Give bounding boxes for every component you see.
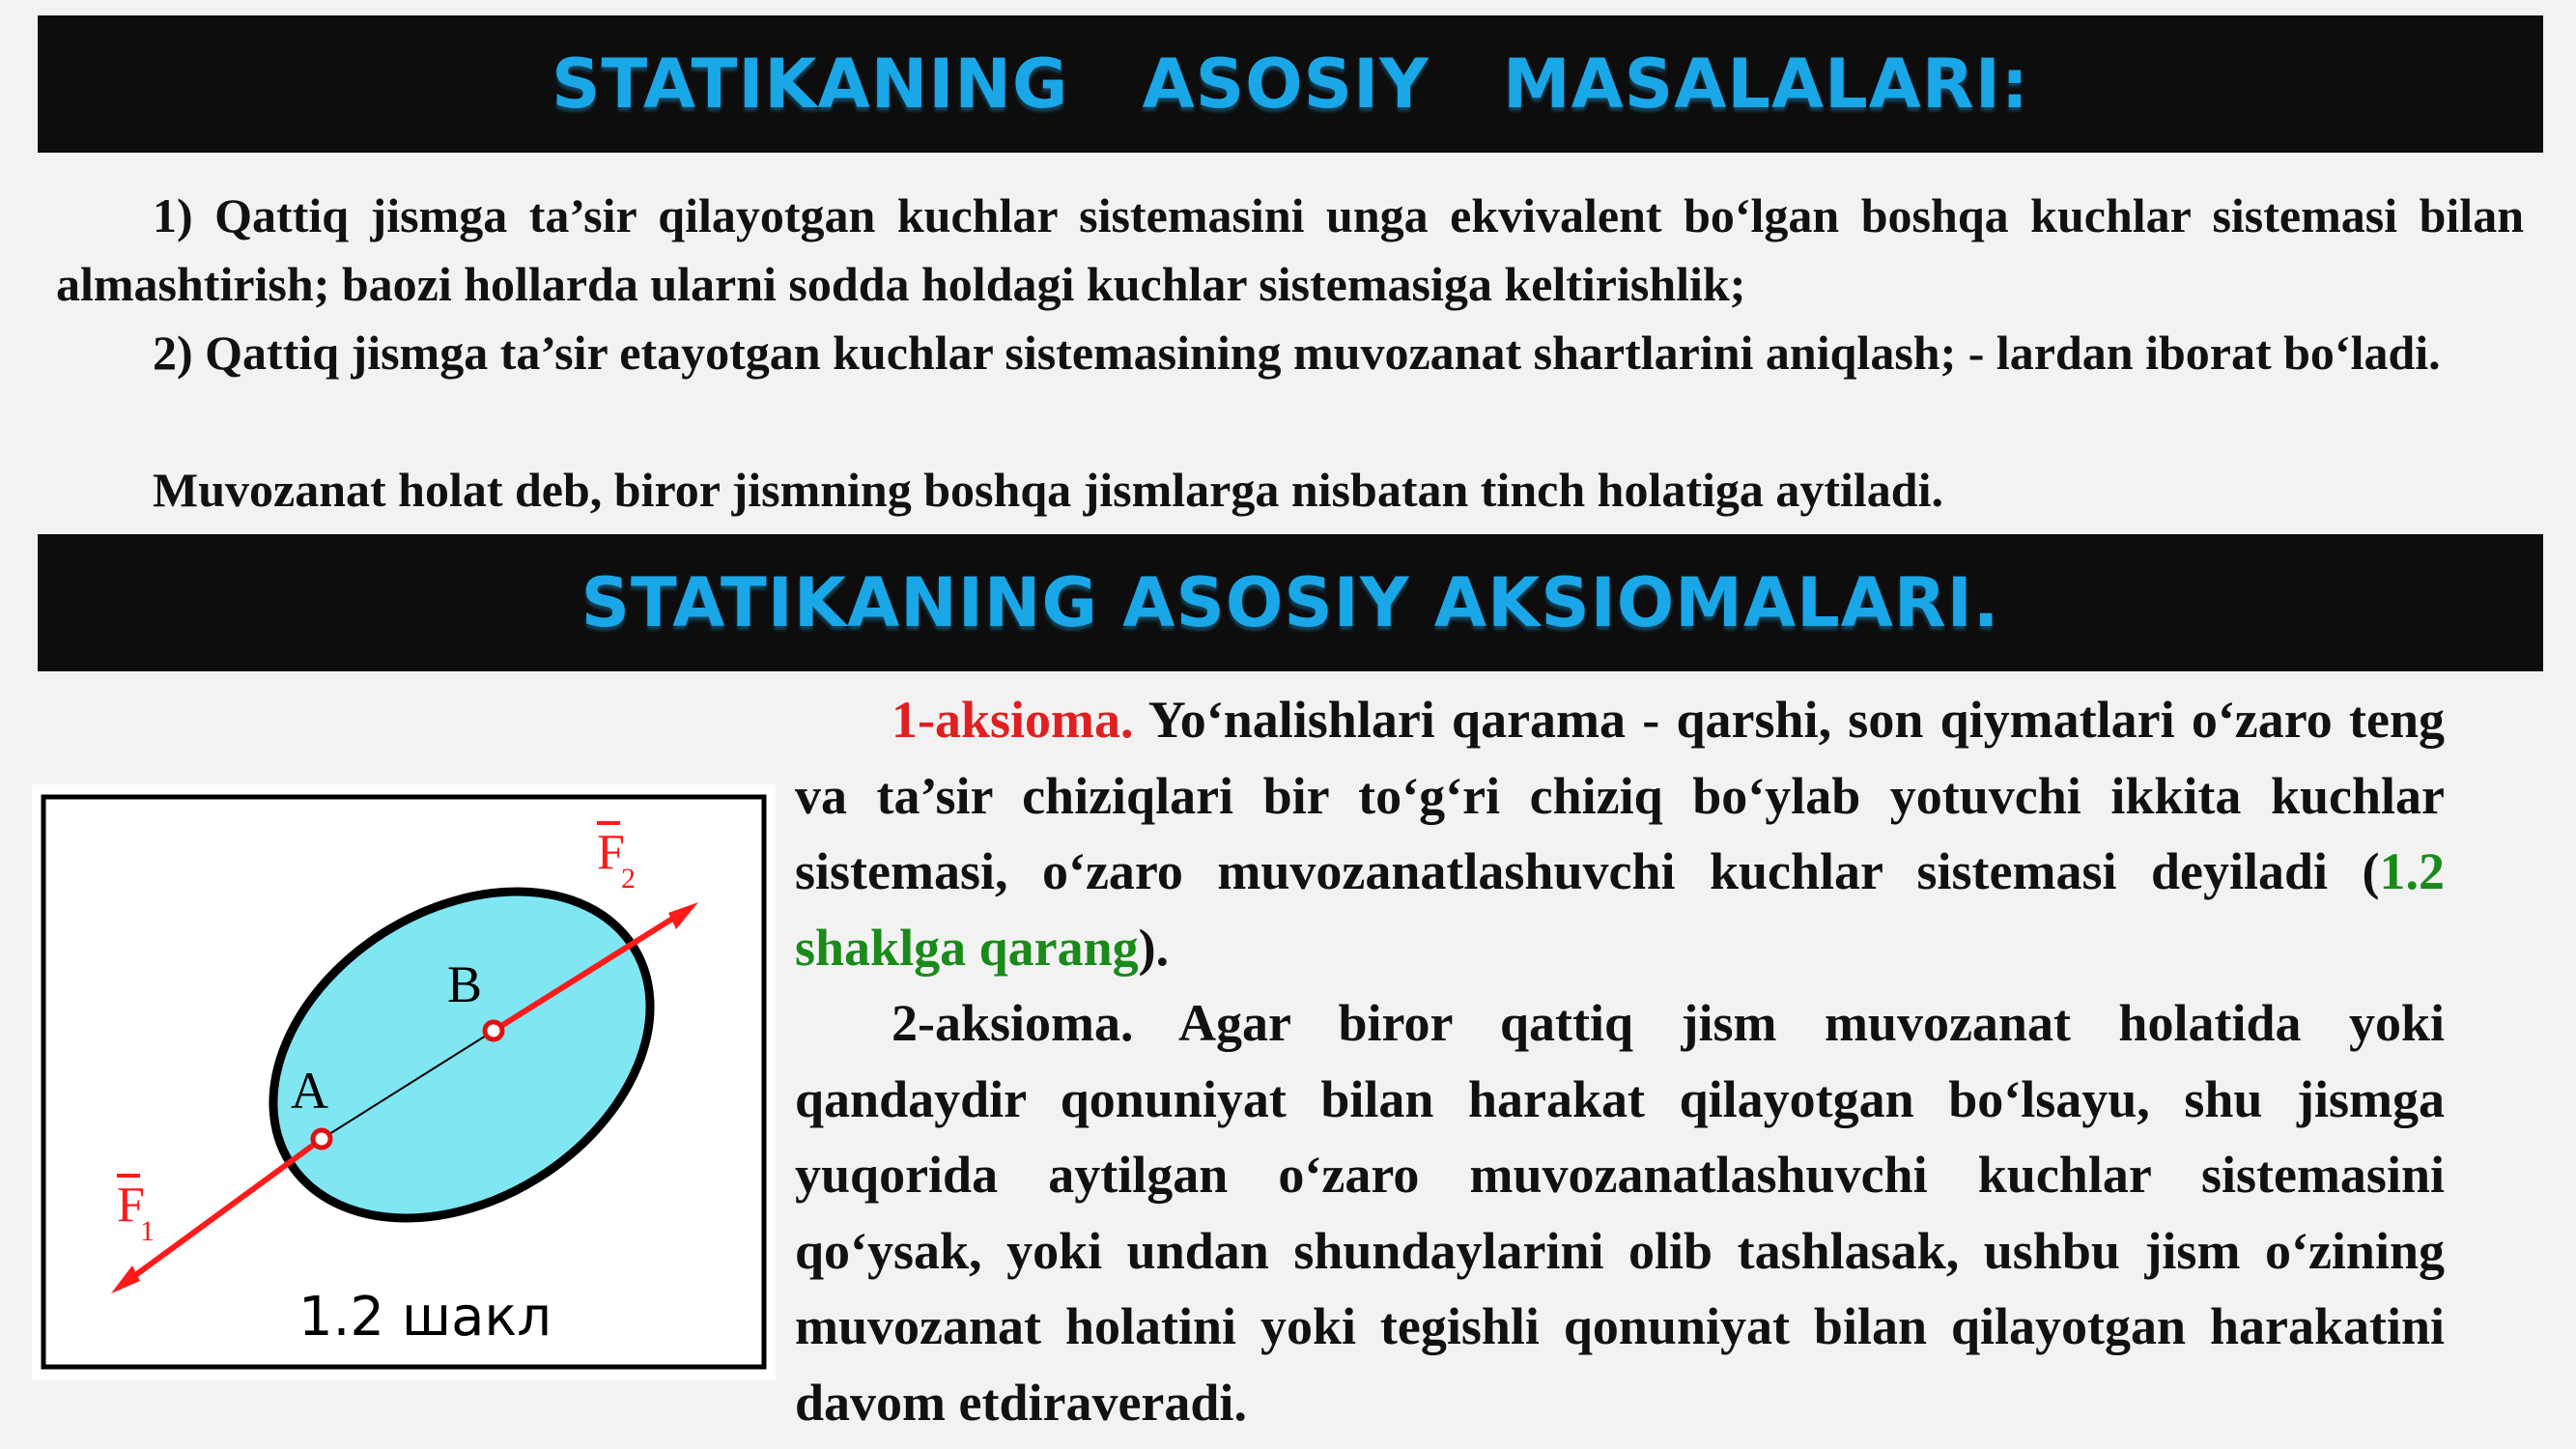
point-a-marker	[313, 1130, 330, 1148]
point-b-label: B	[447, 955, 483, 1013]
paragraph-definition: Muvozanat holat deb, biror jismning boshqa jismlarga nisbatan tinch holatiga aytiladi.	[153, 463, 1944, 517]
force-f2-label: F	[597, 825, 625, 880]
axiom-1-label: 1-aksioma.	[892, 691, 1134, 749]
banner-title: STATIKANING ASOSIY MASALALARI:	[552, 44, 2029, 124]
header-banner-masalalar	[38, 15, 2543, 153]
axiom-1	[795, 682, 2445, 985]
paragraph-task-2: 2) Qattiq jismga ta’sir etayotgan kuchlar sistemasining muvozanat shartlarini aniqlash; - lardan iborat bo‘ladi.	[153, 326, 2441, 380]
paragraph-task-1: 1) Qattiq jismga ta’sir qilayotgan kuchlar sistemasini unga ekvivalent bo‘lgan boshqa kuchlar sistemasi bilan almashtirish; baozi hollarda ularni sodda holdagi kuchlar sistemasiga keltirishlik;	[56, 188, 2524, 311]
banner-title: STATIKANING ASOSIY AKSIOMALARI.	[580, 563, 2000, 642]
axiom-1-end: ).	[1138, 918, 1170, 977]
point-a-label: A	[291, 1062, 328, 1120]
axiom-1-text: Yo‘nalishlari qarama - qarshi, son qiymatlari o‘zaro teng va ta’sir chiziqlari bir to‘g‘ri chiziq bo‘ylab yotuvchi ikkita kuchlar sistemasi, o‘zaro muvozanatlashuvchi kuchlar sistemasi deyiladi (	[795, 691, 2445, 900]
header-banner-aksiomalar	[38, 534, 2543, 671]
axiom-2: 2-aksioma. Agar biror qattiq jism muvozanat holatida yoki qandaydir qonuniyat bilan harakat qilayotgan bo‘lsayu, shu jismga yuqorida aytilgan o‘zaro muvozanatlashuvchi kuchlar sistemasini qo‘ysak, yoki undan shundaylarini olib tashlasak, ushbu jism o‘zining muvozanat holatini yoki tegishli qonuniyat bilan qilayotgan harakatini davom etdiraveradi.	[795, 994, 2445, 1432]
force-f1-label: F	[117, 1178, 145, 1233]
point-b-marker	[485, 1022, 502, 1039]
figure-drawing	[32, 784, 776, 1380]
force-f1-subscript: 1	[140, 1215, 155, 1247]
figure-caption: 1.2 шакл	[298, 1286, 552, 1349]
figure-1-2	[32, 784, 776, 1380]
force-f2-subscript: 2	[621, 863, 636, 895]
figure-reference-link: 1.2 shaklga qarang	[795, 842, 2445, 977]
